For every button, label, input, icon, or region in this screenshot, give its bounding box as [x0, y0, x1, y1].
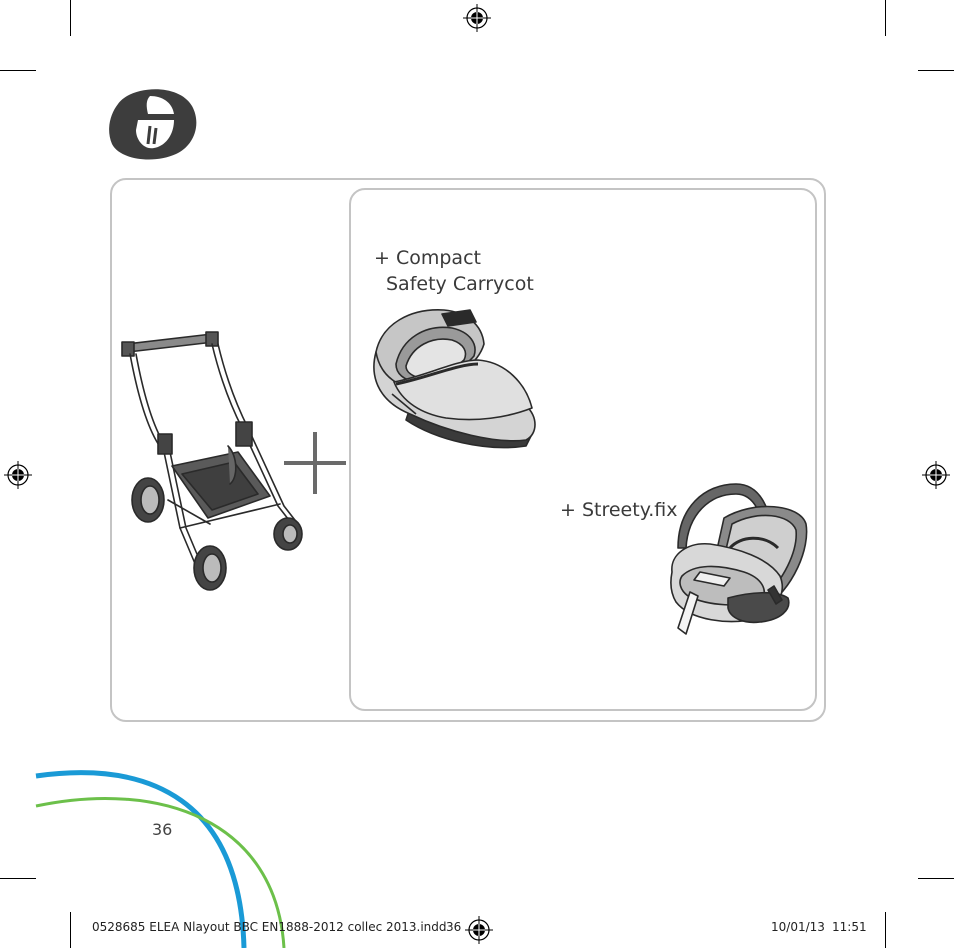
registration-mark-icon [922, 461, 950, 489]
footer-time: 11:51 [832, 920, 867, 934]
crop-mark [918, 878, 954, 879]
carrycot-mode-icon [108, 84, 198, 160]
carrycot-label-line2: Safety Carrycot [386, 273, 534, 295]
carrycot-illustration [366, 304, 540, 454]
registration-mark-icon [4, 461, 32, 489]
registration-mark-icon [463, 4, 491, 32]
registration-mark-icon [465, 916, 493, 944]
page-number: 36 [152, 820, 173, 839]
stroller-chassis-illustration [120, 328, 310, 594]
car-seat-illustration [664, 478, 810, 640]
crop-mark [0, 70, 36, 71]
crop-mark [885, 0, 886, 36]
footer-page: 36 [446, 920, 462, 934]
crop-mark [918, 70, 954, 71]
carrycot-label-line1: + Compact [374, 247, 481, 269]
footer-date: 10/01/13 [771, 920, 825, 934]
crop-mark [70, 0, 71, 36]
car-seat-label: + Streety.fix [560, 499, 678, 521]
footer-filename: 0528685 ELEA Nlayout BBC EN1888-2012 collec 2013.indd [92, 920, 447, 934]
crop-mark [885, 912, 886, 948]
plus-icon [284, 432, 346, 494]
